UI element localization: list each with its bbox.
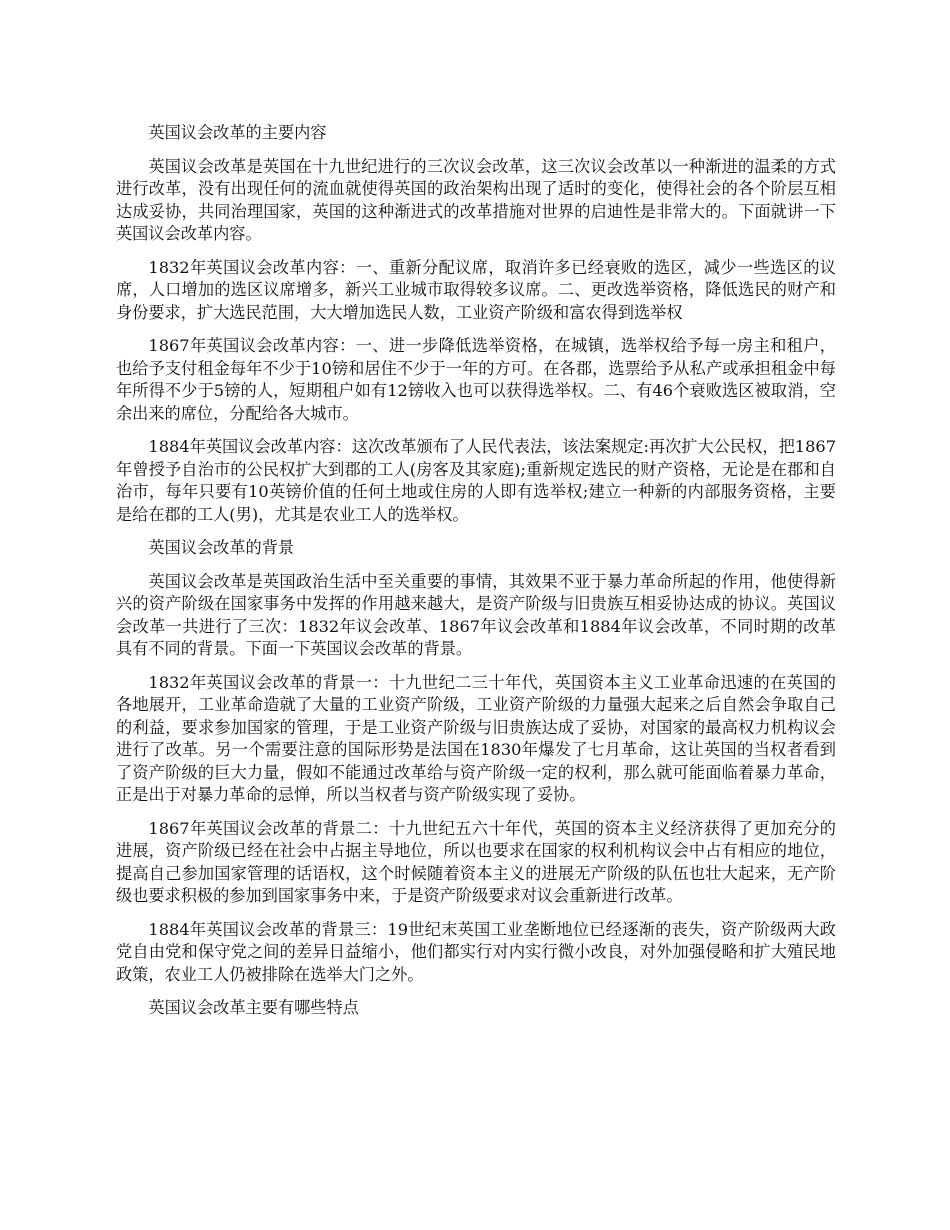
section-heading-features: 英国议会改革主要有哪些特点 (148, 998, 359, 1017)
intro-paragraph: 英国议会改革是英国在十九世纪进行的三次议会改革，这三次议会改革以一种渐进的温柔的方式进行改革，没有出现任何的流血就使得英国的政治架构出现了适时的变化，使得社会的各个阶层互相达成妥协，共同治理国家，英国的这种渐进式的改革措施对世界的启迪性是非常大的。下面就讲一下英国议会改革内容。 (116, 156, 836, 243)
section-heading-background: 英国议会改革的背景 (148, 538, 295, 557)
reform-1884-content: 1884年英国议会改革内容：这次改革颁布了人民代表法，该法案规定:再次扩大公民权，把1867年曾授予自治市的公民权扩大到郡的工人(房客及其家庭);重新规定选民的财产资格，无论是在郡和自治市，每年只要有10英镑价值的任何土地或住房的人即有选举权;建立一种新的内部服务资格，主要是给在郡的工人(男)，尤其是农业工人的选举权。 (116, 437, 836, 524)
reform-1867-content: 1867年英国议会改革内容：一、进一步降低选举资格，在城镇，选举权给予每一房主和租户，也给予支付租金每年不少于10镑和居住不少于一年的方可。在各郡，选票给予从私产或承担租金中每年所得不少于5镑的人，短期租户如有12镑收入也可以获得选举权。二、有46个衰败选区被取消，空余出来的席位，分配给各大城市。 (116, 336, 836, 423)
background-1884-paragraph: 1884年英国议会改革的背景三：19世纪末英国工业垄断地位已经逐渐的丧失，资产阶级两大政党自由党和保守党之间的差异日益缩小，他们都实行对内实行微小改良，对外加强侵略和扩大殖民地政策，农业工人仍被排除在选举大门之外。 (116, 919, 836, 984)
background-1867-paragraph: 1867年英国议会改革的背景二：十九世纪五六十年代，英国的资本主义经济获得了更加充分的进展，资产阶级已经在社会中占据主导地位，所以也要求在国家的权利机构议会中占有相应的地位，提高自己参加国家管理的话语权，这个时候随着资本主义的进展无产阶级的队伍也壮大起来，无产阶级也要求积极的参加到国家事务中来，于是资产阶级要求对议会重新进行改革。 (116, 818, 836, 905)
reform-1832-content: 1832年英国议会改革内容：一、重新分配议席，取消许多已经衰败的选区，减少一些选区的议席，人口增加的选区议席增多，新兴工业城市取得较多议席。二、更改选举资格，降低选民的财产和身份要求，扩大选民范围，大大增加选民人数，工业资产阶级和富农得到选举权 (116, 257, 836, 322)
background-1832-paragraph: 1832年英国议会改革的背景一：十九世纪二三十年代，英国资本主义工业革命迅速的在英国的各地展开，工业革命造就了大量的工业资产阶级，工业资产阶级的力量强大起来之后自然会争取自己的利益，要求参加国家的管理，于是工业资产阶级与旧贵族达成了妥协，对国家的最高权力机构议会进行了改革。另一个需要注意的国际形势是法国在1830年爆发了七月革命，这让英国的当权者看到了资产阶级的巨大力量，假如不能通过改革给与资产阶级一定的权利，那么就可能面临着暴力革命，正是出于对暴力革命的忌惮，所以当权者与资产阶级实现了妥协。 (116, 672, 836, 804)
background-intro-paragraph: 英国议会改革是英国政治生活中至关重要的事情，其效果不亚于暴力革命所起的作用，他使得新兴的资产阶级在国家事务中发挥的作用越来越大，是资产阶级与旧贵族互相妥协达成的协议。英国议会改革一共进行了三次：1832年议会改革、1867年议会改革和1884年议会改革，不同时期的改革具有不同的背景。下面一下英国议会改革的背景。 (116, 571, 836, 658)
section-heading-main-content: 英国议会改革的主要内容 (148, 123, 327, 142)
document-page (116, 122, 836, 1031)
